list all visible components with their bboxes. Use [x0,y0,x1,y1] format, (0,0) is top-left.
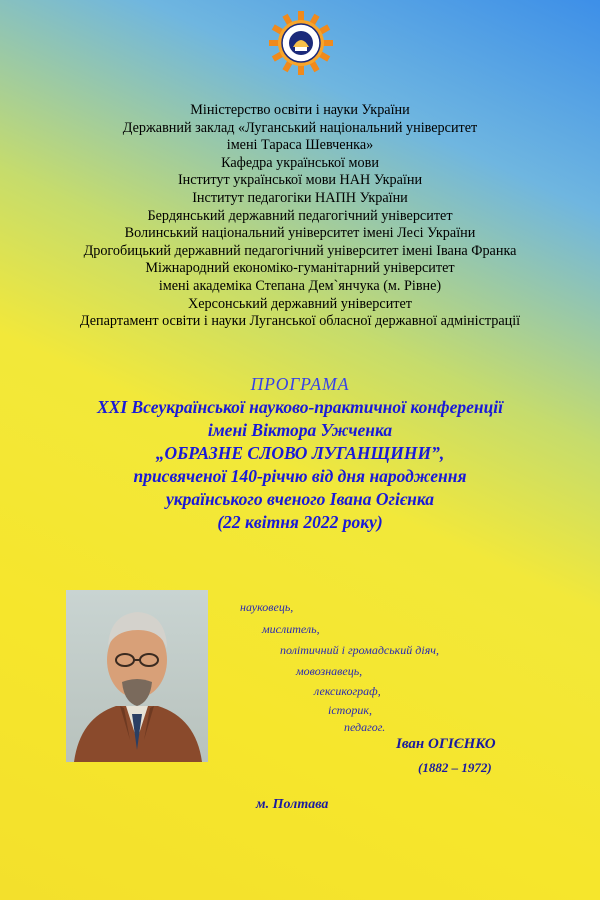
epithet-line: мислитель, [262,622,320,636]
epithet-line: лексикограф, [314,684,381,698]
dedication-line: присвяченої 140-річчю від дня народження [133,466,467,486]
program-title-block [20,373,580,534]
organizations-list [20,102,580,331]
university-emblem-logo [268,10,334,76]
organization-line: Міністерство освіти і науки України [190,102,410,118]
conference-theme-line: „ОБРАЗНЕ СЛОВО ЛУГАНЩИНИ”, [155,443,445,463]
organization-line: Херсонський державний університет [188,295,412,312]
organization-line: Міжнародний економіко-гуманітарний університет [145,260,455,277]
conference-date: (22 квітня 2022 року) [217,512,383,532]
organization-line: Департамент освіти і науки Луганської обласної державної адміністрації [79,313,521,330]
organization-line: імені Тараса Шевченка» [226,137,374,154]
portrait-image [66,590,208,762]
epithet-line: мовознавець, [296,664,363,678]
conference-title-line: ХХІ Всеукраїнської науково-практичної конференції [96,397,504,417]
conference-name-line: імені Віктора Ужченка [207,420,393,440]
organization-line: Державний заклад «Луганський національний університет [122,119,478,136]
organization-line: Бердянський державний педагогічний університет [147,207,453,224]
organization-line: Кафедра української мови [221,154,379,171]
organization-line: Інститут педагогіки НАПН України [192,189,408,206]
epithet-line: педагог. [344,720,386,734]
epithet-line: науковець, [240,600,294,614]
author-years: (1882 – 1972) [418,760,492,775]
city-label: м. Полтава [256,797,329,812]
organization-line: Дрогобицький державний педагогічний університет імені Івана Франка [83,242,517,259]
organization-line: Волинський національний університет імені Лесі України [124,225,476,242]
dedication-name-line: українського вченого Івана Огієнка [165,489,435,509]
organization-line: Інститут української мови НАН України [177,172,423,189]
program-heading: ПРОГРАМА [250,374,350,394]
author-name: Іван ОГІЄНКО [396,736,496,752]
organization-line: імені академіка Степана Дем`янчука (м. Рівне) [158,277,442,294]
epithet-line: політичний і громадський діяч, [280,643,440,657]
epithet-line: історик, [328,703,372,717]
